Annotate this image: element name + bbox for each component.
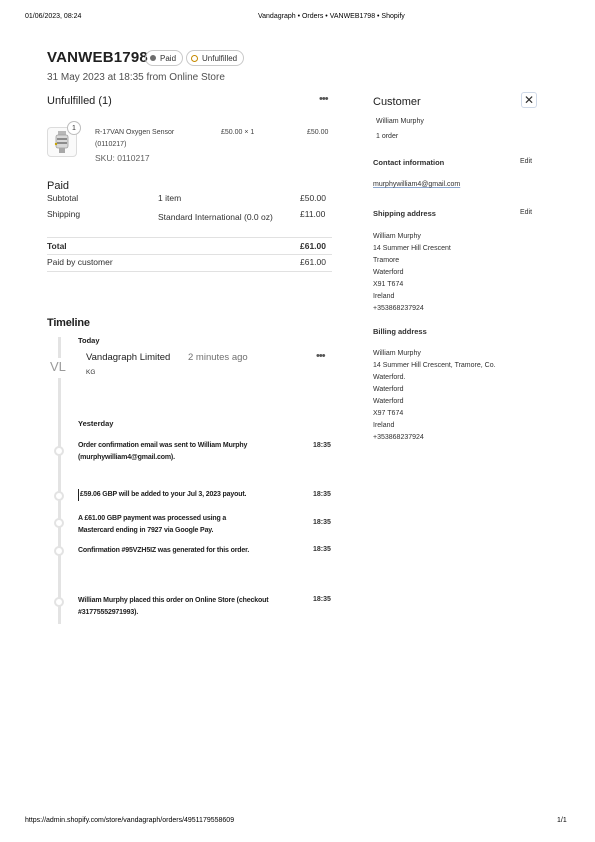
paid-by-customer-amount: £61.00 <box>300 257 326 267</box>
event-line: William Murphy placed this order on Online Store (checkout <box>78 597 269 604</box>
paid-dot-icon <box>150 55 156 61</box>
print-datetime: 01/06/2023, 08:24 <box>25 13 82 20</box>
contact-info-title: Contact information <box>373 158 445 167</box>
billing-line: 14 Summer Hill Crescent, Tramore, Co. <box>373 362 496 369</box>
billing-line: Waterford <box>373 398 404 405</box>
comment-author: Vandagraph Limited <box>86 352 171 363</box>
edit-shipping-button[interactable]: Edit <box>520 209 533 216</box>
shipping-line: Waterford <box>373 269 404 276</box>
subtotal-desc: 1 item <box>158 193 182 203</box>
status-badge-paid <box>145 50 183 66</box>
print-page-number: 1/1 <box>557 817 567 824</box>
unfulfilled-dot-icon <box>191 55 198 62</box>
billing-line: Waterford. <box>373 374 406 381</box>
divider <box>47 237 332 238</box>
billing-address-title: Billing address <box>373 327 427 336</box>
timeline-event[interactable] <box>78 513 226 537</box>
order-subtitle: 31 May 2023 at 18:35 from Online Store <box>47 72 225 83</box>
customer-orders: 1 order <box>376 133 399 140</box>
timeline-dot <box>54 491 64 501</box>
product-line-total: £50.00 <box>307 129 329 136</box>
comment-time: 2 minutes ago <box>188 352 248 363</box>
total-amount: £61.00 <box>300 241 326 251</box>
shipping-amount: £11.00 <box>300 209 326 219</box>
print-url: https://admin.shopify.com/store/vandagraph/orders/4951179558609 <box>25 817 235 824</box>
timeline-event[interactable] <box>78 595 268 619</box>
close-icon[interactable]: ✕ <box>521 92 537 108</box>
avatar-initials: VL <box>50 359 66 374</box>
paid-by-customer-label: Paid by customer <box>47 257 113 267</box>
product-sku: SKU: 0110217 <box>95 153 150 163</box>
timeline-event[interactable] <box>78 545 249 557</box>
shipping-line: Ireland <box>373 293 395 300</box>
total-label: Total <box>47 241 67 251</box>
timeline-event[interactable] <box>78 440 247 464</box>
shipping-desc: Standard International (0.0 oz) <box>158 212 273 222</box>
shipping-phone: +353868237924 <box>373 305 424 312</box>
shipping-line: 14 Summer Hill Crescent <box>373 245 451 252</box>
subtotal-label: Subtotal <box>47 193 79 203</box>
timeline-dot <box>54 597 64 607</box>
billing-address-block <box>373 348 496 444</box>
shipping-line: Tramore <box>373 257 400 264</box>
order-number: VANWEB1798 <box>47 49 148 66</box>
comment-more-icon[interactable]: ••• <box>316 350 325 362</box>
billing-phone: +353868237924 <box>373 434 424 441</box>
comment-text: KG <box>86 369 96 376</box>
shipping-address-title: Shipping address <box>373 209 436 218</box>
product-variant: (0110217) <box>95 141 127 148</box>
shipping-address-block <box>373 231 451 315</box>
event-line: Order confirmation email was sent to William Murphy <box>78 442 248 449</box>
timeline-title: Timeline <box>47 317 90 329</box>
billing-line: Ireland <box>373 422 395 429</box>
badge-paid-label: Paid <box>160 53 177 63</box>
timeline-dot <box>54 446 64 456</box>
event-time: 18:35 <box>313 442 331 449</box>
divider <box>47 254 332 255</box>
product-price-qty: £50.00 × 1 <box>221 129 255 136</box>
event-line: #31775552971993). <box>78 609 139 616</box>
event-line: Mastercard ending in 7927 via Google Pay. <box>78 527 214 534</box>
more-actions-icon[interactable]: ••• <box>319 93 328 105</box>
print-page-title: Vandagraph • Orders • VANWEB1798 • Shopify <box>258 13 405 20</box>
unfulfilled-title: Unfulfilled (1) <box>47 95 112 107</box>
timeline-dot <box>54 546 64 556</box>
billing-line: Waterford <box>373 386 404 393</box>
edit-contact-button[interactable]: Edit <box>520 158 533 165</box>
subtotal-amount: £50.00 <box>300 193 326 203</box>
billing-line: X97 T674 <box>373 410 404 417</box>
timeline-line <box>58 337 61 624</box>
timeline-dot <box>54 518 64 528</box>
badge-unfulfilled-label: Unfulfilled <box>202 53 238 63</box>
event-time: 18:35 <box>313 491 331 498</box>
event-line: Confirmation #95VZH5IZ was generated for this order. <box>78 547 250 554</box>
payment-title: Paid <box>47 180 70 192</box>
avatar <box>50 358 70 378</box>
customer-name-link[interactable]: William Murphy <box>376 118 424 125</box>
event-line: (murphywilliam4@gmail.com). <box>78 454 175 461</box>
divider <box>47 271 332 272</box>
timeline-event[interactable] <box>78 489 246 501</box>
shipping-line: X91 T674 <box>373 281 404 288</box>
quantity-badge: 1 <box>67 121 81 135</box>
shipping-label: Shipping <box>47 209 81 219</box>
status-badge-unfulfilled <box>186 50 244 66</box>
timeline-yesterday-label: Yesterday <box>78 419 114 428</box>
billing-line: William Murphy <box>373 350 421 357</box>
event-time: 18:35 <box>313 546 331 553</box>
event-line: £59.06 GBP will be added to your Jul 3, 2023 payout. <box>80 491 247 498</box>
event-time: 18:35 <box>313 596 331 603</box>
shipping-line: William Murphy <box>373 233 421 240</box>
customer-email-link[interactable]: murphywilliam4@gmail.com <box>373 181 461 188</box>
customer-title: Customer <box>373 96 421 108</box>
product-name-link[interactable]: R-17VAN Oxygen Sensor <box>95 129 175 136</box>
event-line: A £61.00 GBP payment was processed using a <box>78 515 227 522</box>
event-time: 18:35 <box>313 519 331 526</box>
timeline-today-label: Today <box>78 336 100 345</box>
